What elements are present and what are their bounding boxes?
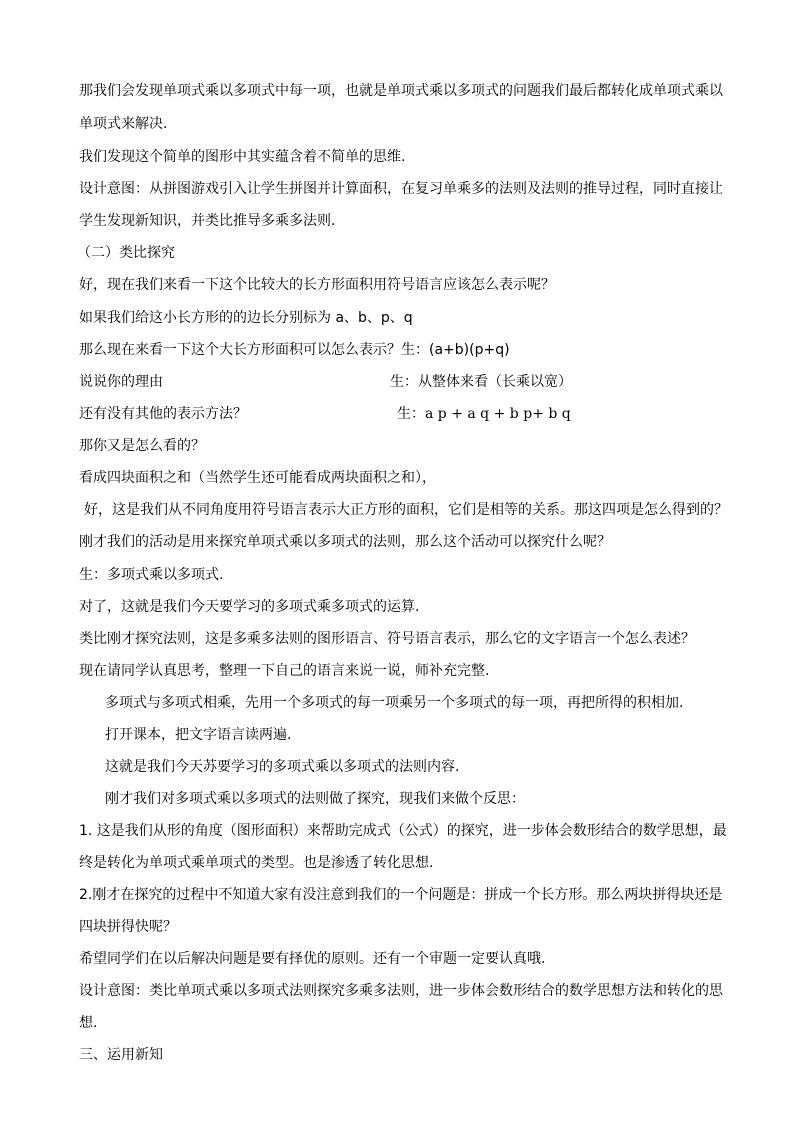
reflection-item-2-cont: 四块拼得快呢？ (79, 919, 177, 935)
section-heading: （二）类比探究 (77, 245, 175, 261)
design-intent-line: 学生发现新知识，并类比推导多乘多法则. (79, 213, 336, 229)
reflection-item-1: 1. 这是我们从形的角度（图形面积）来帮助完成式（公式）的探究，进一步体会数形结合的数学思想，最 (79, 823, 727, 839)
paragraph-line: 希望同学们在以后解决问题是要有择优的原则。还有一个审题一定要认真哦. (79, 951, 546, 967)
paragraph-line: 打开课本，把文字语言读两遍. (105, 727, 292, 743)
reflection-item-1-cont: 终是转化为单项式乘单项式的类型。也是渗透了转化思想. (79, 855, 434, 871)
rule-statement: 多项式与多项式相乘，先用一个多项式的每一项乘另一个多项式的每一项，再把所得的积相加. (105, 695, 684, 711)
paragraph-line: 刚才我们的活动是用来探究单项式乘以多项式的法则，那么这个活动可以探究什么呢？ (79, 534, 611, 550)
paragraph-line: 如果我们给这小长方形的的边长分别标为 a、b、p、q (79, 310, 413, 326)
paragraph-line: 刚才我们对多项式乘以多项式的法则做了探究，现我们来做个反思： (105, 791, 525, 807)
paragraph-line: 那么现在来看一下这个大长方形面积可以怎么表示？生：(a+b)(p+q) (79, 342, 510, 358)
paragraph-line: 现在请同学认真思考，整理一下自己的语言来说一说，师补充完整. (79, 663, 490, 679)
paragraph-line: 这就是我们今天苏要学习的多项式乘以多项式的法则内容. (105, 759, 460, 775)
student-answer: 生：a p + a q + b p+ b q (397, 406, 571, 422)
paragraph-line: 说说你的理由 (79, 374, 163, 390)
design-intent-line: 设计意图：从拼图游戏引入让学生拼图并计算面积，在复习单乘多的法则及法则的推导过程，同时直接让 (79, 181, 723, 197)
reflection-item-2: 2.刚才在探究的过程中不知道大家有没注意到我们的一个问题是：拼成一个长方形。那么两块拼得块还是 (79, 887, 723, 903)
paragraph-line: 好，这是我们从不同角度用符号语言表示大正方形的面积，它们是相等的关系。那这四项是怎么得到的？ (84, 502, 728, 518)
paragraph-line: 那我们会发现单项式乘以多项式中每一项，也就是单项式乘以多项式的问题我们最后都转化成单项式乘以 (79, 83, 723, 99)
section-heading: 三、运用新知 (79, 1047, 163, 1063)
paragraph-line: 单项式来解决. (79, 116, 168, 132)
paragraph-line: 我们发现这个简单的图形中其实蕴含着不简单的思维. (79, 149, 406, 165)
design-intent-line: 想. (79, 1015, 98, 1031)
student-answer: 生：从整体来看（长乘以宽） (390, 374, 572, 390)
design-intent-line: 设计意图：类比单项式乘以多项式法则探究多乘多法则，进一步体会数形结合的数学思想方法和转化的思 (79, 983, 723, 999)
paragraph-line: 好，现在我们来看一下这个比较大的长方形面积用符号语言应该怎么表示呢？ (79, 277, 555, 293)
paragraph-line: 看成四块面积之和（当然学生还可能看成两块面积之和）， (79, 470, 436, 486)
paragraph-line: 对了，这就是我们今天要学习的多项式乘多项式的运算. (79, 599, 420, 615)
paragraph-line: 那你又是怎么看的？ (79, 438, 205, 454)
paragraph-line: 生：多项式乘以多项式. (79, 567, 224, 583)
paragraph-line: 还有没有其他的表示方法？ (79, 406, 247, 422)
paragraph-line: 类比刚才探究法则，这是多乘多法则的图形语言、符号语言表示，那么它的文字语言一个怎么表述？ (79, 631, 695, 647)
